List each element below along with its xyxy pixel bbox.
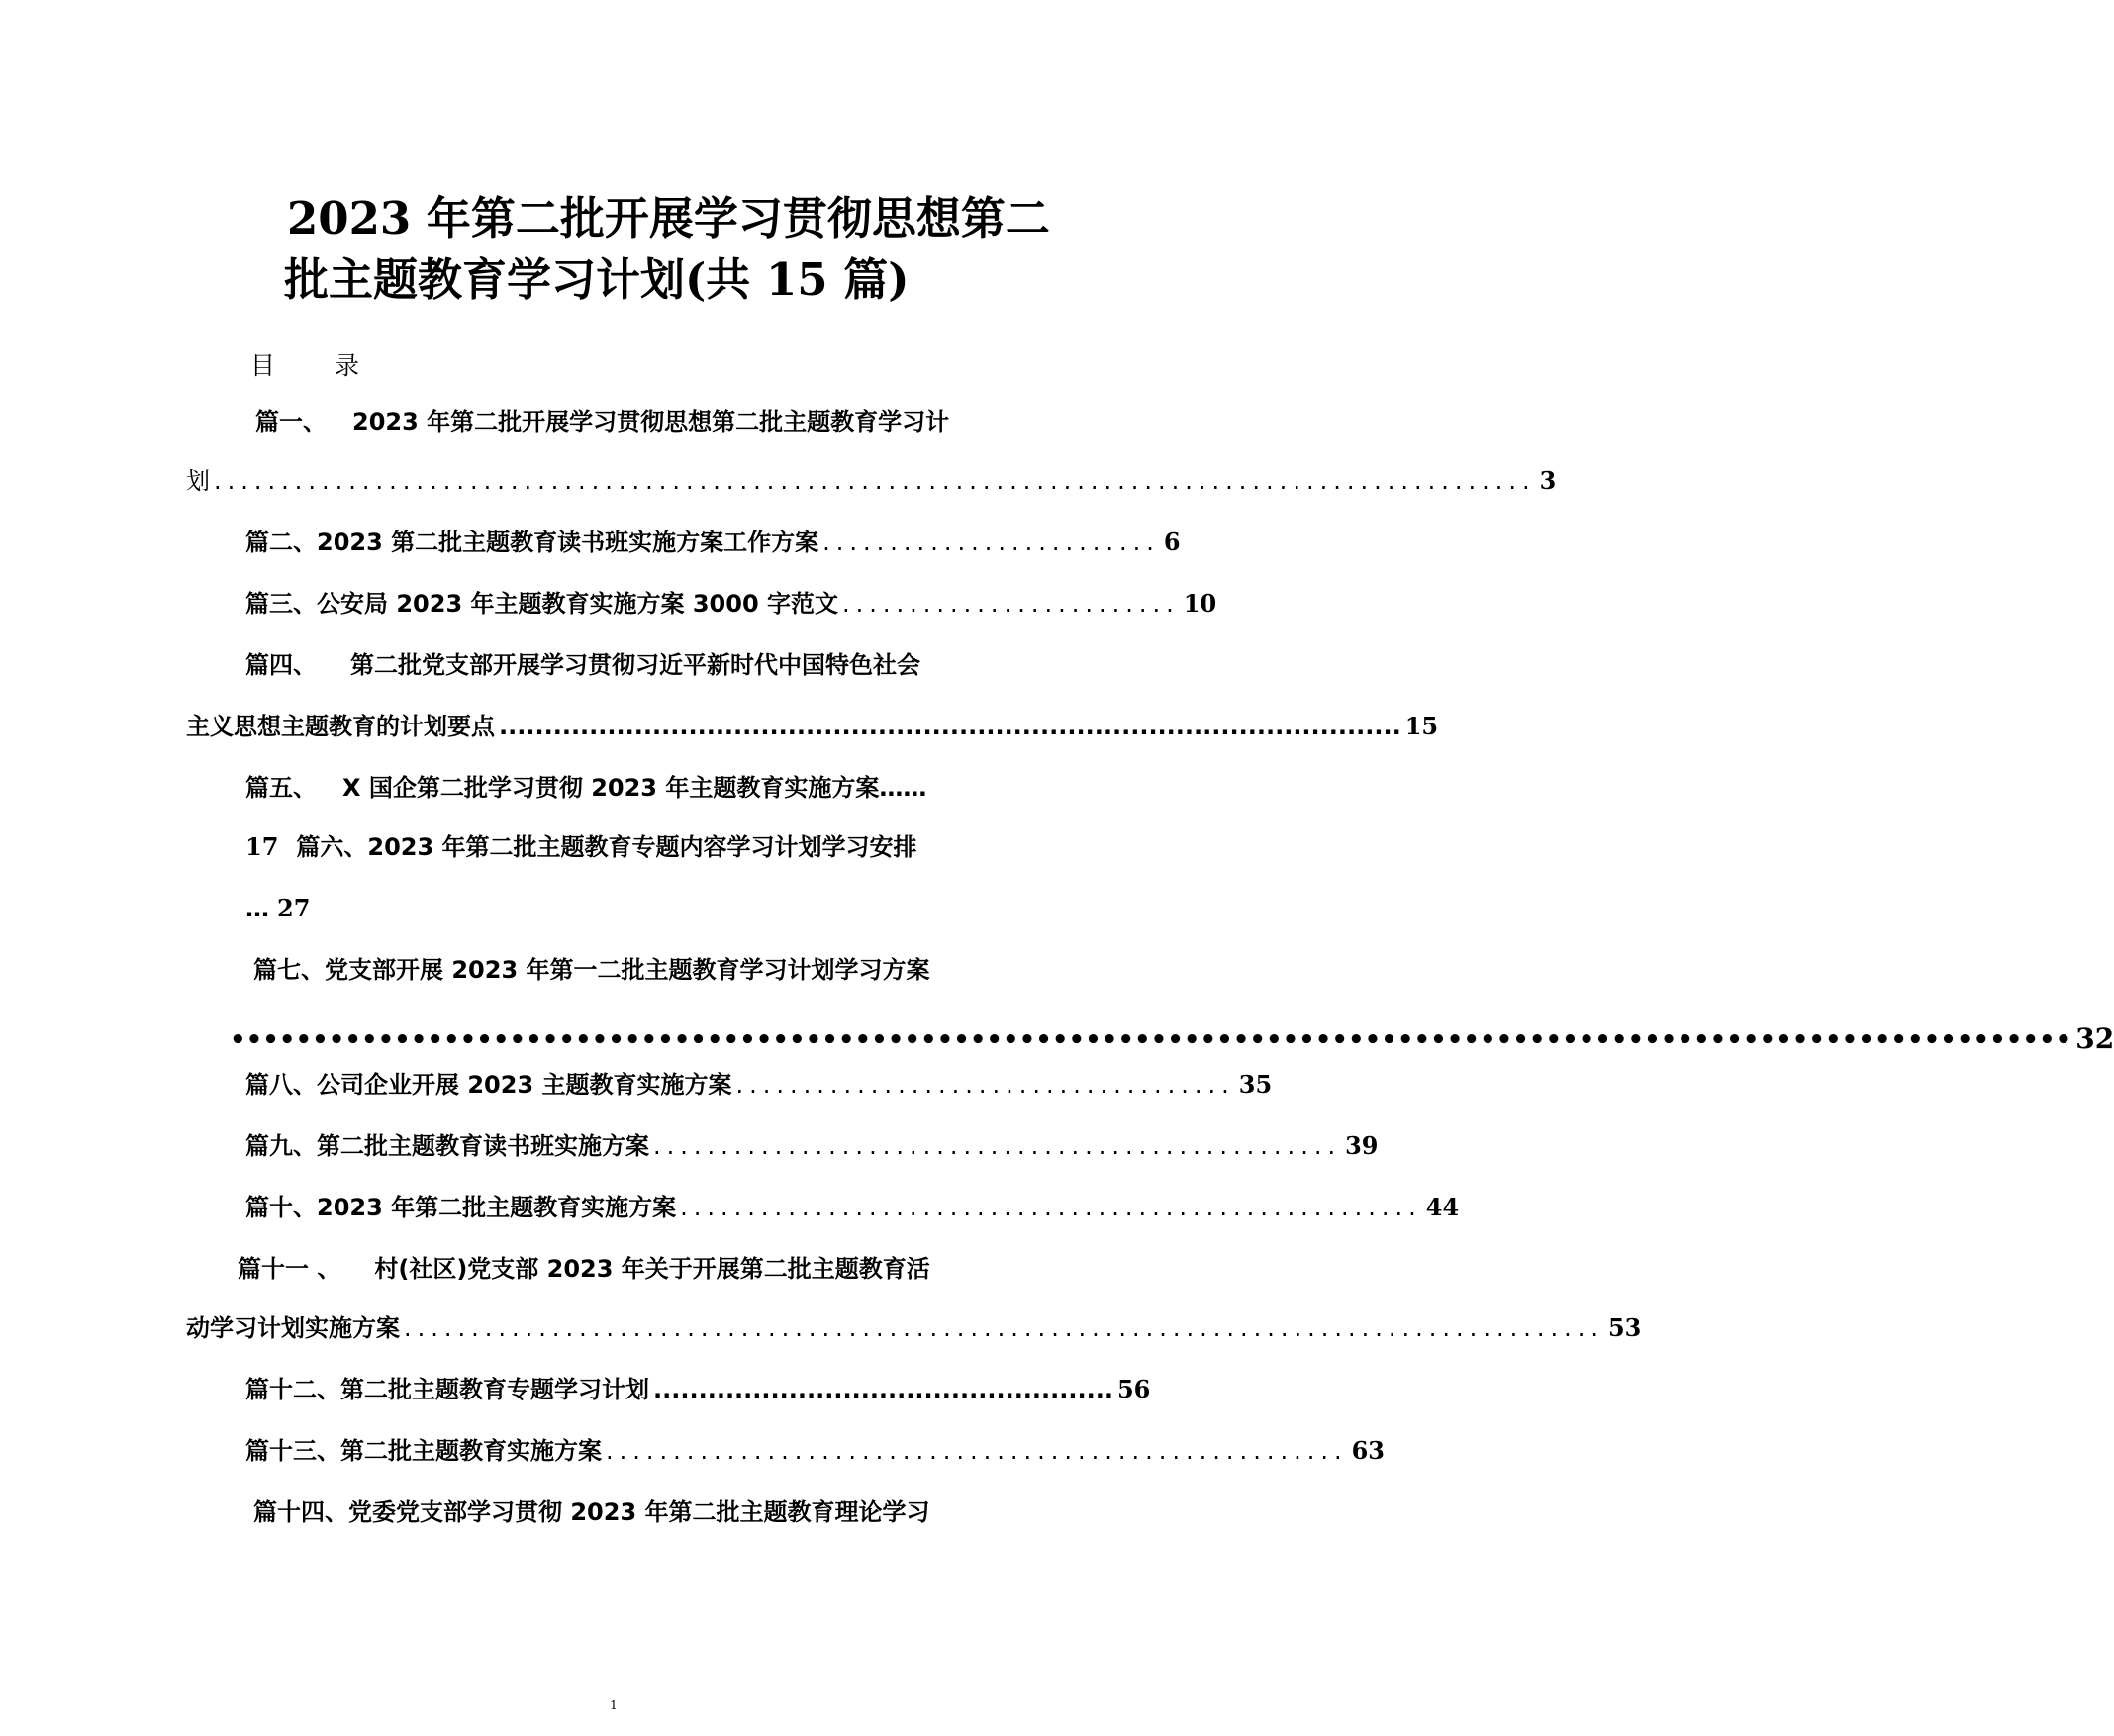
toc-entry-11-title-cont: 动学习计划实施方案 xyxy=(186,1314,400,1342)
toc-entry-8-title: 公司企业开展 2023 主题教育实施方案 xyxy=(317,1071,732,1099)
toc-entry-7-cont[interactable] xyxy=(226,1019,2114,1059)
toc-entry-7[interactable] xyxy=(253,950,1045,990)
dot-leader: ................................................... xyxy=(653,1132,1342,1160)
toc-entry-14[interactable] xyxy=(253,1493,1045,1532)
toc-entry-6-cont[interactable] xyxy=(245,889,443,928)
toc-entry-11-cont[interactable] xyxy=(186,1308,1642,1348)
dot-leader: .................................................................................................... xyxy=(499,713,1401,740)
toc-entry-8-page: 35 xyxy=(1238,1070,1273,1099)
toc-entry-5-label: 篇五、 xyxy=(245,774,317,802)
toc-entry-13-title: 第二批主题教育实施方案 xyxy=(340,1437,602,1465)
toc-entry-12-page: 56 xyxy=(1116,1375,1151,1403)
toc-entry-11-title: 村(社区)党支部 2023 年关于开展第二批主题教育活 xyxy=(374,1255,930,1283)
dot-leader: ....................................................... xyxy=(680,1194,1422,1221)
toc-entry-14-label: 篇十四、 xyxy=(253,1498,348,1526)
toc-entry-13-page: 63 xyxy=(1351,1436,1385,1465)
toc-entry-6[interactable] xyxy=(245,827,1033,867)
dot-leader: ......................... xyxy=(822,529,1160,556)
toc-entry-1[interactable] xyxy=(255,402,1037,441)
toc-entry-6-title: 2023 年第二批主题教育专题内容学习计划学习安排 xyxy=(367,833,917,861)
toc-entry-4-page: 15 xyxy=(1404,712,1439,740)
toc-entry-7-page: 32 xyxy=(2075,1022,2114,1055)
dot-leader: ..................................... xyxy=(735,1071,1235,1099)
dot-leader: •••••••••••••••••••••••••••••••••••••••••••••••••••••••••••••••••••••••••••••••••••••••••••••••••••••••••••••••• xyxy=(230,1025,2072,1055)
toc-entry-1-title-cont: 划 xyxy=(186,467,210,495)
document-title-line-1: 2023 年第二批开展学习贯彻思想第二 xyxy=(287,192,1050,244)
toc-heading: 目 录 xyxy=(250,351,385,380)
toc-entry-9-title: 第二批主题教育读书班实施方案 xyxy=(317,1132,649,1160)
toc-entry-2-label: 篇二、 xyxy=(245,529,317,556)
toc-entry-11-page: 53 xyxy=(1607,1313,1642,1342)
toc-entry-1-title: 2023 年第二批开展学习贯彻思想第二批主题教育学习计 xyxy=(352,408,950,435)
toc-entry-2[interactable] xyxy=(245,523,1181,562)
toc-entry-14-title: 党委党支部学习贯彻 2023 年第二批主题教育理论学习 xyxy=(348,1498,930,1526)
toc-entry-9[interactable] xyxy=(245,1126,1379,1166)
toc-entry-9-page: 39 xyxy=(1345,1131,1379,1160)
toc-entry-4-title-cont: 主义思想主题教育的计划要点 xyxy=(186,713,495,740)
toc-entry-8[interactable] xyxy=(245,1065,1273,1105)
toc-entry-4-label: 篇四、 xyxy=(245,651,317,679)
dot-leader: ....................................................... xyxy=(606,1437,1348,1465)
toc-entry-7-title: 党支部开展 2023 年第一二批主题教育学习计划学习方案 xyxy=(325,956,930,984)
toc-entry-4-cont[interactable] xyxy=(186,707,1439,746)
dot-leader: ................................................... xyxy=(653,1376,1113,1403)
dot-leader: .................................................................................................. xyxy=(214,467,1536,495)
toc-entry-12[interactable] xyxy=(245,1370,1151,1409)
toc-entry-11[interactable] xyxy=(238,1249,1041,1289)
toc-entry-2-page: 6 xyxy=(1163,528,1181,556)
page-number: 1 xyxy=(610,1698,618,1712)
toc-entry-1-label: 篇一、 xyxy=(255,408,327,435)
toc-entry-5-title: X 国企第二批学习贯彻 2023 年主题教育实施方案…… xyxy=(342,774,927,802)
dot-leader: ......................... xyxy=(842,590,1180,618)
toc-entry-3-label: 篇三、 xyxy=(245,590,317,618)
toc-entry-3-title: 公安局 2023 年主题教育实施方案 3000 字范文 xyxy=(317,590,839,618)
toc-entry-6-leader: … xyxy=(245,895,269,922)
toc-entry-10[interactable] xyxy=(245,1188,1460,1227)
toc-entry-9-label: 篇九、 xyxy=(245,1132,317,1160)
toc-entry-13-label: 篇十三、 xyxy=(245,1437,340,1465)
toc-entry-5-page: 17 xyxy=(245,832,279,861)
toc-entry-4[interactable] xyxy=(245,645,1033,685)
toc-entry-2-title: 2023 第二批主题教育读书班实施方案工作方案 xyxy=(317,529,819,556)
document-title-line-2: 批主题教育学习计划(共 15 篇) xyxy=(284,253,910,306)
toc-entry-12-label: 篇十二、 xyxy=(245,1376,340,1403)
toc-entry-3[interactable] xyxy=(245,584,1217,624)
toc-entry-11-label: 篇十一 、 xyxy=(238,1255,341,1283)
toc-entry-5[interactable] xyxy=(245,768,1033,808)
toc-entry-1-page: 3 xyxy=(1539,466,1557,495)
toc-entry-7-label: 篇七、 xyxy=(253,956,325,984)
dot-leader: ......................................................................................... xyxy=(404,1314,1604,1342)
toc-entry-4-title: 第二批党支部开展学习贯彻习近平新时代中国特色社会 xyxy=(350,651,920,679)
toc-entry-12-title: 第二批主题教育专题学习计划 xyxy=(340,1376,649,1403)
toc-entry-1-cont[interactable] xyxy=(186,461,1557,501)
toc-entry-10-page: 44 xyxy=(1425,1193,1460,1221)
toc-entry-6-page: 27 xyxy=(277,894,311,922)
toc-entry-3-page: 10 xyxy=(1183,589,1217,618)
toc-entry-10-label: 篇十、 xyxy=(245,1194,317,1221)
toc-entry-6-label: 篇六、 xyxy=(296,833,368,861)
toc-entry-8-label: 篇八、 xyxy=(245,1071,317,1099)
toc-entry-13[interactable] xyxy=(245,1431,1385,1471)
toc-entry-10-title: 2023 年第二批主题教育实施方案 xyxy=(317,1194,677,1221)
